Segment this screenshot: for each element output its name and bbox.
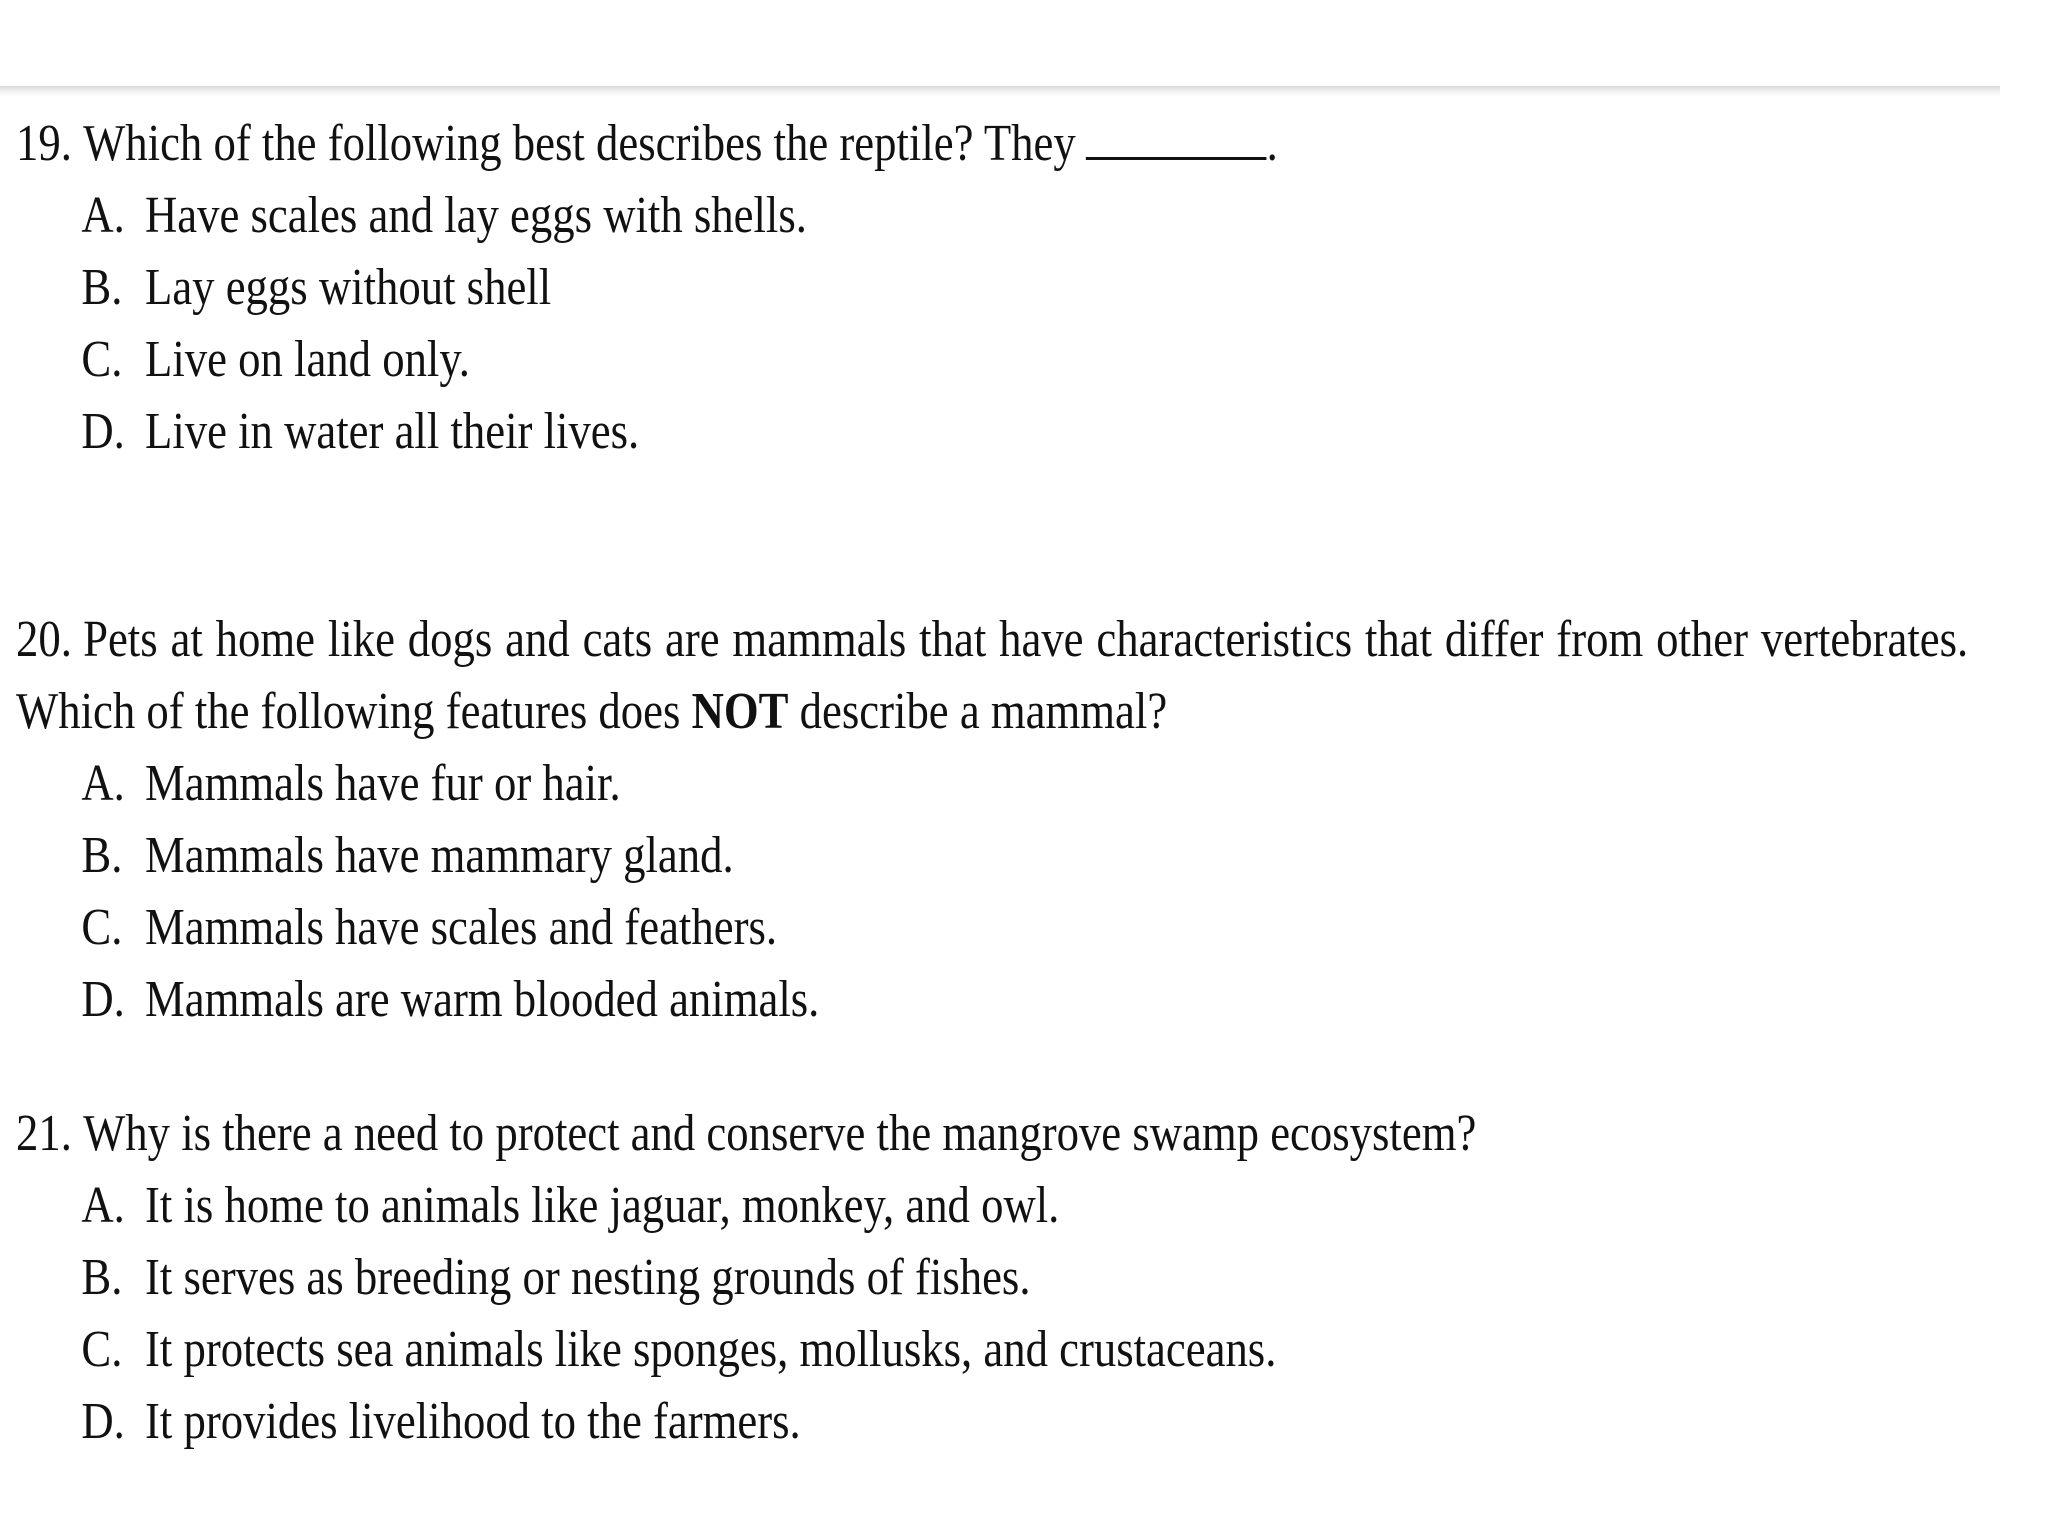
question-number: 21. (16, 1105, 72, 1162)
option-b (16, 820, 1702, 892)
option-letter: D. (81, 971, 125, 1028)
options-list (16, 1170, 1702, 1458)
option-letter: D. (81, 403, 125, 460)
option-c (16, 892, 1702, 964)
option-text: Mammals have scales and feathers. (145, 899, 778, 956)
question-text-end: describe a mammal? (799, 683, 1168, 740)
option-text: It protects sea animals like sponges, mollusks, and crustaceans. (145, 1321, 1277, 1378)
question-number: 19. (16, 115, 72, 172)
option-letter: B. (81, 827, 123, 884)
option-letter: A. (81, 1177, 125, 1234)
option-c (16, 1314, 1702, 1386)
option-letter: B. (81, 1249, 123, 1306)
option-text: It serves as breeding or nesting grounds of fishes. (145, 1249, 1031, 1306)
option-text: Live on land only. (145, 331, 470, 388)
option-b (16, 252, 1702, 324)
answer-blank (1086, 113, 1267, 160)
question-19 (16, 108, 1702, 468)
option-a (16, 1170, 1702, 1242)
option-b (16, 1242, 1702, 1314)
option-text: Mammals have mammary gland. (145, 827, 734, 884)
emphasis-not: NOT (691, 683, 789, 740)
question-21 (16, 1098, 1702, 1458)
question-text: Which of the following best describes the reptile? They (83, 115, 1076, 172)
option-a (16, 748, 1702, 820)
option-letter: A. (81, 755, 125, 812)
option-letter: C. (81, 331, 123, 388)
question-number: 20. (16, 611, 72, 668)
page-top-edge (0, 86, 2000, 96)
question-text: Why is there a need to protect and conserve the mangrove swamp ecosystem? (83, 1105, 1477, 1162)
option-letter: C. (81, 899, 123, 956)
question-19-stem (16, 108, 1702, 180)
option-d (16, 396, 1702, 468)
document-page (0, 96, 2000, 1536)
option-text: It is home to animals like jaguar, monkey, and owl. (145, 1177, 1060, 1234)
option-a (16, 180, 1702, 252)
viewer-top-bar (0, 0, 2048, 86)
option-d (16, 1386, 1702, 1458)
question-20 (16, 604, 1969, 1036)
option-letter: B. (81, 259, 123, 316)
option-text: It provides livelihood to the farmers. (145, 1393, 801, 1450)
option-d (16, 964, 1702, 1036)
option-text: Mammals have fur or hair. (145, 755, 621, 812)
option-letter: D. (81, 1393, 125, 1450)
option-text: Live in water all their lives. (145, 403, 640, 460)
options-list (16, 180, 1702, 468)
option-text: Mammals are warm blooded animals. (145, 971, 820, 1028)
option-letter: A. (81, 187, 125, 244)
question-20-stem (16, 604, 1968, 748)
options-list (16, 748, 1702, 1036)
blank-suffix: . (1266, 115, 1278, 172)
question-text: Pets at home like dogs and cats are mammals that have characteristics that differ from other vertebrates. Which of the following features does (16, 611, 1969, 740)
question-21-stem (16, 1098, 1702, 1170)
option-letter: C. (81, 1321, 123, 1378)
option-c (16, 324, 1702, 396)
option-text: Lay eggs without shell (145, 259, 552, 316)
option-text: Have scales and lay eggs with shells. (145, 187, 807, 244)
